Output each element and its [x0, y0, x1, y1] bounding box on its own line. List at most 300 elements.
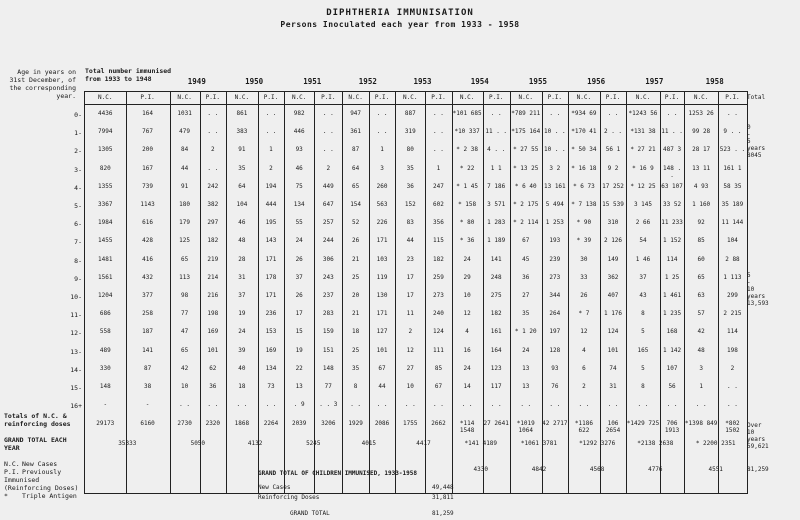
- table-cell: 31: [238, 273, 246, 281]
- table-cell: . .: [433, 110, 444, 117]
- table-cell: . .: [727, 401, 738, 409]
- table-cell: 5 494: [545, 201, 564, 208]
- table-cell: * 2 175: [513, 201, 539, 208]
- table-cell: 11 233: [661, 219, 683, 227]
- table-cell: . .: [490, 401, 502, 409]
- table-cell: 17: [406, 292, 414, 299]
- table-cell: 80: [406, 146, 414, 154]
- table-cell: . .: [265, 128, 277, 136]
- grand-cell-2: 4842: [531, 466, 547, 473]
- table-cell: 75: [295, 182, 303, 190]
- table-cell: 361: [350, 128, 362, 136]
- column-label: N.C.: [234, 94, 250, 101]
- table-cell: 36: [209, 383, 217, 390]
- table-cell: 13: [295, 383, 303, 390]
- table-cell: *131 38: [630, 128, 656, 136]
- table-cell: 1 160: [692, 201, 711, 208]
- table-cell: 194: [265, 182, 277, 190]
- table-cell: 10: [406, 383, 414, 390]
- table-cell: 1 189: [487, 237, 506, 245]
- table-cell: 260: [376, 182, 388, 190]
- table-cell: 1: [699, 383, 703, 390]
- table-cell: 12: [580, 328, 588, 336]
- year-label: 1958: [705, 77, 724, 86]
- table-cell: 58 35: [723, 182, 742, 190]
- table-cell: 3367: [98, 201, 113, 208]
- table-cell: 258: [142, 310, 153, 318]
- table-cell: 18: [351, 328, 360, 336]
- new-cases-value: 49,448: [432, 484, 454, 491]
- table-cell: 1 1: [490, 164, 502, 172]
- table-cell: 111: [433, 346, 444, 354]
- table-cell: . .: [607, 110, 619, 117]
- table-cell: 11 . .: [661, 128, 683, 136]
- table-cell: 36: [522, 273, 530, 281]
- table-cell: 299: [727, 292, 738, 299]
- table-cell: * 1 20: [514, 328, 537, 336]
- table-cell: 428: [142, 237, 153, 245]
- totals-cell: 6160: [140, 420, 155, 427]
- table-cell: 1984: [98, 219, 113, 227]
- totals-cell: 1755: [403, 420, 418, 427]
- table-cell: 114: [666, 255, 678, 263]
- table-cell: 24: [522, 346, 530, 354]
- table-cell: . .: [179, 401, 191, 409]
- table-cell: 26: [580, 292, 588, 299]
- table-cell: 563: [376, 201, 388, 208]
- table-cell: 446: [293, 128, 305, 136]
- table-cell: 141: [490, 255, 502, 263]
- grand-cell: 4132: [247, 440, 263, 447]
- table-cell: 37: [639, 273, 647, 281]
- table-cell: * 158: [458, 201, 477, 208]
- legend-key: P.I.: [4, 468, 20, 476]
- table-cell: 40: [238, 364, 246, 372]
- totals-cell: 2086: [374, 420, 390, 427]
- table-cell: 248: [490, 273, 502, 281]
- table-cell: 198: [207, 310, 219, 318]
- totals-label: Totals of N.C. & reinforcing doses: [4, 412, 71, 428]
- table-cell: 83: [406, 219, 414, 227]
- table-cell: *170 41: [571, 128, 597, 136]
- table-cell: 182: [207, 237, 219, 245]
- table-cell: 73: [267, 383, 275, 390]
- table-cell: 22: [295, 364, 303, 372]
- table-cell: 239: [549, 255, 561, 263]
- table-cell: 148: [99, 383, 111, 390]
- table-cell: 63: [697, 292, 705, 299]
- table-cell: 344: [549, 292, 561, 299]
- table-cell: 1561: [98, 273, 113, 281]
- table-cell: 887: [404, 110, 416, 117]
- table-cell: 130: [376, 292, 388, 299]
- table-cell: 257: [322, 219, 334, 227]
- table-cell: 200: [142, 146, 153, 154]
- children-total-line: GRAND TOTAL OF CHILDREN IMMUNISED, 1933-1958: [258, 470, 417, 477]
- table-cell: 54: [639, 237, 647, 245]
- table-cell: 195: [265, 219, 277, 227]
- table-cell: 101: [376, 346, 388, 354]
- table-cell: 487 3: [663, 146, 682, 154]
- table-cell: 154: [350, 201, 362, 208]
- totals-cell: 2320: [205, 420, 221, 427]
- table-cell: 616: [142, 219, 153, 227]
- table-cell: . .: [207, 164, 219, 172]
- table-cell: 1 142: [663, 346, 682, 354]
- table-cell: 416: [142, 255, 153, 263]
- grand-cell: 4015: [361, 440, 377, 447]
- table-cell: 21: [351, 255, 360, 263]
- table-cell: 168: [666, 328, 678, 336]
- table-cell: 259: [433, 273, 444, 281]
- table-cell: 161 1: [723, 164, 742, 172]
- table-cell: 198: [727, 346, 738, 354]
- table-cell: 10: [463, 292, 471, 299]
- legend-desc: New Cases: [22, 460, 58, 468]
- table-cell: . .: [376, 128, 388, 136]
- totals-cell: 29173: [96, 420, 115, 427]
- totals-cell: 27 2641: [483, 420, 509, 427]
- table-cell: 558: [99, 328, 111, 336]
- table-cell: 523 . .: [719, 146, 746, 154]
- table-cell: 44: [406, 237, 414, 245]
- table-cell: 1 25: [664, 273, 680, 281]
- table-cell: 1: [380, 146, 384, 154]
- table-cell: 123: [490, 364, 502, 372]
- table-cell: 3 571: [487, 201, 506, 208]
- table-cell: 42: [697, 328, 705, 336]
- totals-cell: *1019 1064: [516, 420, 535, 434]
- table-cell: * 22: [459, 164, 475, 172]
- table-cell: 148: [322, 364, 334, 372]
- table-cell: 13: [522, 383, 530, 390]
- grand-total-label: GRAND TOTAL: [290, 510, 330, 517]
- table-cell: 739: [142, 182, 153, 190]
- grand-cell-2: 4568: [589, 466, 605, 473]
- year-label: 1955: [528, 77, 547, 86]
- table-cell: 226: [376, 219, 388, 227]
- table-cell: . .: [549, 401, 561, 409]
- table-cell: 103: [376, 255, 388, 263]
- table-cell: 3 145: [633, 201, 652, 208]
- table-cell: 25: [351, 273, 360, 281]
- column-label: N.C.: [459, 94, 475, 101]
- table-cell: 8: [353, 383, 358, 390]
- table-cell: . .: [207, 128, 219, 136]
- table-cell: 47: [180, 328, 189, 336]
- table-cell: 13 11: [692, 164, 711, 172]
- table-cell: 1 253: [545, 219, 564, 227]
- table-cell: 432: [142, 273, 153, 281]
- table-cell: * 80: [459, 219, 475, 227]
- table-cell: 1 46: [635, 255, 651, 263]
- table-cell: 382: [207, 201, 219, 208]
- age-label: 16+: [70, 402, 82, 411]
- table-cell: 3 2: [549, 164, 561, 172]
- table-cell: 2 88: [725, 255, 740, 263]
- column-label: P.I.: [374, 94, 390, 101]
- table-cell: * 6 73: [573, 182, 595, 190]
- table-cell: . .: [607, 401, 619, 409]
- table-cell: 117: [490, 383, 502, 390]
- table-cell: 2 . .: [603, 128, 623, 136]
- column-label: P.I.: [664, 94, 680, 101]
- grand-cell: 4417: [416, 440, 431, 447]
- table-cell: 113: [179, 273, 191, 281]
- table-cell: 98: [180, 292, 189, 299]
- table-cell: 686: [99, 310, 111, 318]
- table-cell: 193: [549, 237, 561, 245]
- table-cell: 9 2: [607, 164, 619, 172]
- age-label: 4-: [74, 183, 82, 192]
- table-cell: 91: [238, 146, 246, 154]
- table-cell: 67: [522, 237, 530, 245]
- table-cell: 124: [433, 328, 444, 336]
- table-cell: 124: [607, 328, 619, 336]
- table-cell: 56 1: [605, 146, 621, 154]
- table-cell: . .: [520, 401, 532, 409]
- totals-cell: 706 1913: [664, 420, 680, 434]
- table-cell: 33: [580, 273, 588, 281]
- grand-cell: 5245: [306, 440, 321, 447]
- table-cell: . .: [322, 128, 334, 136]
- column-label: N.C.: [403, 94, 418, 101]
- table-cell: -: [103, 401, 108, 409]
- table-cell: 29: [463, 273, 471, 281]
- table-cell: *175 164: [511, 128, 541, 136]
- table-cell: 45: [522, 255, 530, 263]
- table-cell: *934 69: [571, 110, 597, 117]
- table-cell: *101 685: [452, 110, 482, 117]
- table-cell: 38: [143, 383, 152, 390]
- table-cell: 161: [490, 328, 502, 336]
- table-cell: 1 176: [603, 310, 623, 318]
- table-cell: * 90: [576, 219, 592, 227]
- table-cell: 17 252: [602, 182, 624, 190]
- grand-label: GRAND TOTAL EACH YEAR: [4, 436, 67, 452]
- grand-cell: *1061 3781: [520, 440, 558, 447]
- table-cell: . .: [207, 401, 219, 409]
- grand-cell: 35333: [118, 440, 137, 447]
- table-cell: . .: [376, 110, 388, 117]
- table-cell: 148 . .: [663, 164, 682, 179]
- table-cell: 134: [265, 364, 277, 372]
- table-cell: 216: [207, 292, 219, 299]
- table-cell: 6: [582, 364, 586, 372]
- table-cell: 182: [490, 310, 502, 318]
- table-cell: 46: [295, 164, 303, 172]
- table-cell: 4: [465, 328, 469, 336]
- column-label: P.I.: [205, 94, 221, 101]
- table-cell: 2 66: [635, 219, 651, 227]
- grand-cell: *2138 2638: [637, 440, 674, 447]
- table-cell: 134: [293, 201, 305, 208]
- table-cell: 65: [697, 273, 705, 281]
- table-cell: 5: [641, 364, 645, 372]
- table-cell: 5: [641, 328, 645, 336]
- age-label: 10-: [70, 293, 82, 301]
- year-label: 1951: [303, 77, 322, 86]
- table-cell: . . 3: [319, 401, 338, 409]
- table-cell: 10 . .: [543, 146, 566, 154]
- table-cell: * 16 9: [632, 164, 654, 172]
- table-cell: 171: [265, 255, 277, 263]
- table-cell: 12: [463, 310, 471, 318]
- table-cell: 767: [142, 128, 153, 136]
- table-cell: 167: [142, 164, 153, 172]
- table-cell: 182: [433, 255, 444, 263]
- table-cell: 52: [351, 219, 360, 227]
- age-label: 6-: [74, 220, 82, 229]
- reinforcing-label: Reinforcing Doses: [258, 494, 320, 501]
- table-cell: * 12 25: [630, 182, 656, 190]
- table-cell: 60: [697, 255, 705, 263]
- table-cell: 407: [607, 292, 619, 299]
- table-cell: 9 . .: [723, 128, 742, 136]
- table-cell: 356: [433, 219, 444, 227]
- table-cell: . .: [549, 110, 561, 117]
- table-cell: 1 113: [723, 273, 742, 281]
- table-cell: 11 144: [721, 219, 744, 227]
- table-cell: . .: [207, 110, 219, 117]
- age-label: 9-: [74, 274, 82, 283]
- table-cell: 152: [404, 201, 416, 208]
- table-cell: 4: [582, 346, 586, 354]
- totals-cell: 2264: [263, 420, 279, 427]
- table-cell: * 7: [578, 310, 590, 318]
- table-cell: 127: [376, 328, 388, 336]
- table-cell: *1243 56: [628, 110, 658, 117]
- age-label: 7-: [74, 238, 82, 247]
- table-cell: 2 215: [723, 310, 742, 318]
- table-cell: 77: [180, 310, 189, 318]
- table-cell: . .: [666, 401, 678, 409]
- table-cell: . .: [322, 110, 334, 117]
- table-cell: 1 235: [663, 310, 682, 318]
- totals-cell: 2662: [431, 420, 446, 427]
- table-cell: 1 461: [663, 292, 682, 299]
- table-cell: 101: [607, 346, 619, 354]
- age-label: 11-: [70, 311, 82, 320]
- table-cell: 56: [668, 383, 676, 390]
- table-cell: 62: [209, 364, 217, 372]
- table-cell: 247: [433, 182, 444, 190]
- table-cell: . .: [461, 401, 473, 409]
- age-label: 3-: [74, 165, 82, 174]
- age-label: 5-: [74, 202, 82, 210]
- age-label: 2-: [74, 147, 82, 156]
- table-cell: 13: [522, 364, 530, 372]
- page-title: DIPHTHERIA IMMUNISATION: [326, 8, 474, 18]
- year-label: 1950: [245, 77, 264, 86]
- table-cell: 23: [406, 255, 414, 263]
- table-cell: 1305: [98, 146, 113, 154]
- grand-total-value: 81,259: [432, 510, 454, 517]
- column-label: N.C.: [693, 94, 709, 101]
- table-cell: 444: [265, 201, 277, 208]
- table-cell: 264: [549, 310, 561, 318]
- table-cell: 16: [463, 346, 471, 354]
- totals-cell: *1398 849: [684, 420, 718, 427]
- table-cell: 1: [269, 146, 273, 154]
- column-label: N.C.: [177, 94, 192, 101]
- table-cell: 7 186: [487, 182, 506, 190]
- table-cell: 67: [434, 383, 443, 390]
- table-cell: 39: [238, 346, 246, 354]
- table-cell: 25: [351, 346, 360, 354]
- table-cell: 17: [406, 273, 414, 281]
- totals-cell: 1868: [234, 420, 250, 427]
- age-header: Age in years on 31st December, of the corresponding year.: [9, 68, 76, 100]
- table-cell: 92: [697, 219, 705, 227]
- legend-item: [4, 468, 84, 492]
- table-cell: 164: [142, 110, 153, 117]
- table-cell: 85: [434, 364, 443, 372]
- table-cell: 273: [549, 273, 561, 281]
- table-cell: 128: [549, 346, 561, 354]
- table-cell: 35: [522, 310, 530, 318]
- legend-item: [4, 460, 84, 468]
- table-cell: 1 283: [487, 219, 506, 227]
- table-cell: . .: [376, 401, 388, 409]
- table-cell: *789 211: [511, 110, 541, 117]
- table-cell: . .: [727, 110, 738, 117]
- reinforcing-value: 31,811: [432, 494, 454, 501]
- table-cell: 1455: [98, 237, 113, 245]
- table-cell: 4436: [98, 110, 113, 117]
- table-cell: 187: [142, 328, 153, 336]
- table-cell: 602: [433, 201, 444, 208]
- legend-desc: Triple Antigen: [22, 492, 77, 500]
- table-cell: 119: [376, 273, 388, 281]
- table-cell: 14: [463, 383, 471, 390]
- table-cell: 10: [180, 383, 189, 390]
- table-cell: . .: [322, 146, 334, 154]
- table-cell: . .: [490, 110, 502, 117]
- table-cell: 44: [180, 164, 189, 172]
- column-label: P.I.: [431, 94, 446, 101]
- table-cell: 12: [406, 346, 414, 354]
- table-cell: 31: [609, 383, 617, 390]
- column-label: P.I.: [263, 94, 279, 101]
- table-cell: 2: [269, 164, 273, 172]
- table-cell: * 16 18: [571, 164, 597, 172]
- grand-cell: *1292 3276: [579, 440, 616, 447]
- grand-cell: *141 4189: [464, 440, 498, 447]
- table-cell: 1481: [98, 255, 113, 263]
- table-cell: 28: [238, 255, 246, 263]
- table-cell: 149: [607, 255, 619, 263]
- column-label: P.I.: [725, 94, 740, 101]
- table-cell: 283: [322, 310, 334, 318]
- legend-desc: Previously Immunised (Reinforcing Doses): [4, 468, 79, 492]
- table-cell: 24: [295, 237, 303, 245]
- grand-cell: * 2200 2351: [695, 440, 736, 447]
- table-cell: 214: [207, 273, 219, 281]
- age-label: 12-: [70, 329, 82, 338]
- table-cell: 319: [404, 128, 416, 136]
- table-cell: 65: [180, 255, 189, 263]
- table-cell: 141: [142, 346, 153, 354]
- table-cell: 169: [265, 346, 277, 354]
- column-label: P.I.: [140, 94, 155, 101]
- table-cell: 179: [179, 219, 191, 227]
- table-cell: 67: [378, 364, 386, 372]
- legend-key: *: [4, 492, 8, 500]
- table-cell: 330: [99, 364, 111, 372]
- column-label: N.C.: [348, 94, 363, 101]
- column-label: N.C.: [635, 94, 651, 101]
